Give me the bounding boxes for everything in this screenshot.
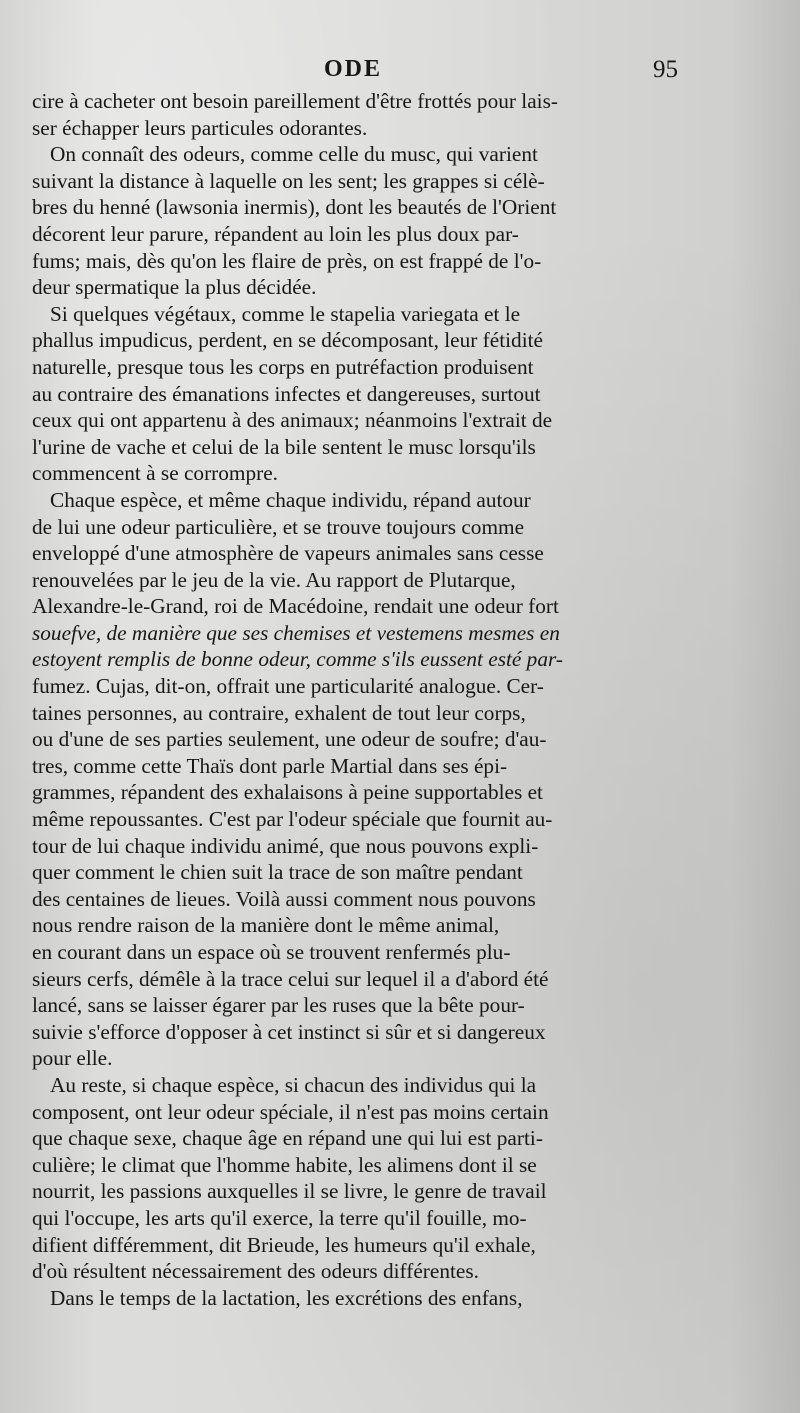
text-line: ou d'une de ses parties seulement, une odeur de soufre; d'au- [32,727,547,752]
text-line: Alexandre-le-Grand, roi de Macédoine, rendait une odeur fort [32,594,559,619]
text-line: bres du henné (lawsonia inermis), dont les beautés de l'Orient [32,195,557,220]
text-line: cire à cacheter ont besoin pareillement d'être frottés pour lais- [32,89,558,113]
text-line: culière; le climat que l'homme habite, les alimens dont il se [32,1152,537,1177]
text-line: l'urine de vache et celui de la bile sentent le musc lorsqu'ils [32,434,536,459]
paragraph-start-line: Au reste, si chaque espèce, si chacun des individus qui la [50,1072,537,1097]
paragraph-start-line: Dans le temps de la lactation, les excrétions des enfans, [50,1285,523,1310]
text-line: de lui une odeur particulière, et se trouve toujours comme [32,514,525,539]
text-line: fums; mais, dès qu'on les flaire de près, on est frappé de l'o- [32,248,542,273]
text-line: au contraire des émanations infectes et dangereuses, surtout [32,381,541,406]
text-line: qui l'occupe, les arts qu'il exerce, la terre qu'il fouille, mo- [32,1205,527,1230]
text-line: décorent leur parure, répandent au loin les plus doux par- [32,221,519,246]
text-line: taines personnes, au contraire, exhalent de tout leur corps, [32,700,526,725]
text-line: ser échapper leurs particules odorantes. [32,115,368,140]
text-line: suivie s'efforce d'opposer à cet instinct si sûr et si dangereux [32,1019,546,1044]
text-line: que chaque sexe, chaque âge en répand une qui lui est parti- [32,1126,543,1151]
paragraph-start-line: Si quelques végétaux, comme le stapelia variegata et le [50,301,521,326]
scan-edge-shadow [730,0,800,1413]
text-line: lancé, sans se laisser égarer par les ruses que la bête pour- [32,993,525,1018]
text-line: quer comment le chien suit la trace de son maître pendant [32,860,523,885]
paragraph-start-line: On connaît des odeurs, comme celle du musc, qui varient [50,142,538,167]
text-line: grammes, répandent des exhalaisons à peine supportables et [32,780,543,805]
text-line: pour elle. [32,1046,113,1071]
text-line: renouvelées par le jeu de la vie. Au rapport de Plutarque, [32,567,516,592]
text-line: phallus impudicus, perdent, en se décomposant, leur fétidité [32,328,543,353]
paragraph-start-line: Chaque espèce, et même chaque individu, répand autour [50,487,531,512]
text-line: fumez. Cujas, dit-on, offrait une particularité analogue. Cer- [32,674,544,699]
text-line: en courant dans un espace où se trouvent renfermés plu- [32,940,511,964]
text-line: suivant la distance à laquelle on les sent; les grappes si célè- [32,168,545,193]
text-line: nourrit, les passions auxquelles il se livre, le genre de travail [32,1179,547,1204]
italic-quotation-line: estoyent remplis de bonne odeur, comme s'ils eussent esté par- [32,647,563,672]
text-line: commencent à se corrompre. [32,461,278,486]
running-head-title: ODE [323,56,382,82]
text-line: des centaines de lieues. Voilà aussi comment nous pouvons [32,886,536,911]
body-text [32,88,670,1311]
text-line: difient différemment, dit Brieude, les humeurs qu'il exhale, [32,1232,536,1257]
text-line: composent, ont leur odeur spéciale, il n'est pas moins certain [32,1099,549,1124]
italic-quotation-line: souefve, de manière que ses chemises et vestemens mesmes en [32,620,560,645]
text-line: naturelle, presque tous les corps en putréfaction produisent [32,354,534,379]
text-line: nous rendre raison de la manière dont le même animal, [32,913,500,938]
text-line: enveloppé d'une atmosphère de vapeurs animales sans cesse [32,541,544,566]
text-line: ceux qui ont appartenu à des animaux; néanmoins l'extrait de [32,408,553,433]
text-line: deur spermatique la plus décidée. [32,275,317,300]
page-number: 95 [653,56,678,83]
text-line: tres, comme cette Thaïs dont parle Martial dans ses épi- [32,753,508,778]
text-line: même repoussantes. C'est par l'odeur spéciale que fournit au- [32,807,553,832]
text-line: sieurs cerfs, démêle à la trace celui sur lequel il a d'abord été [32,966,549,991]
page-header [28,56,678,92]
text-line: d'où résultent nécessairement des odeurs différentes. [32,1259,479,1284]
text-line: tour de lui chaque individu animé, que nous pouvons expli- [32,833,539,858]
